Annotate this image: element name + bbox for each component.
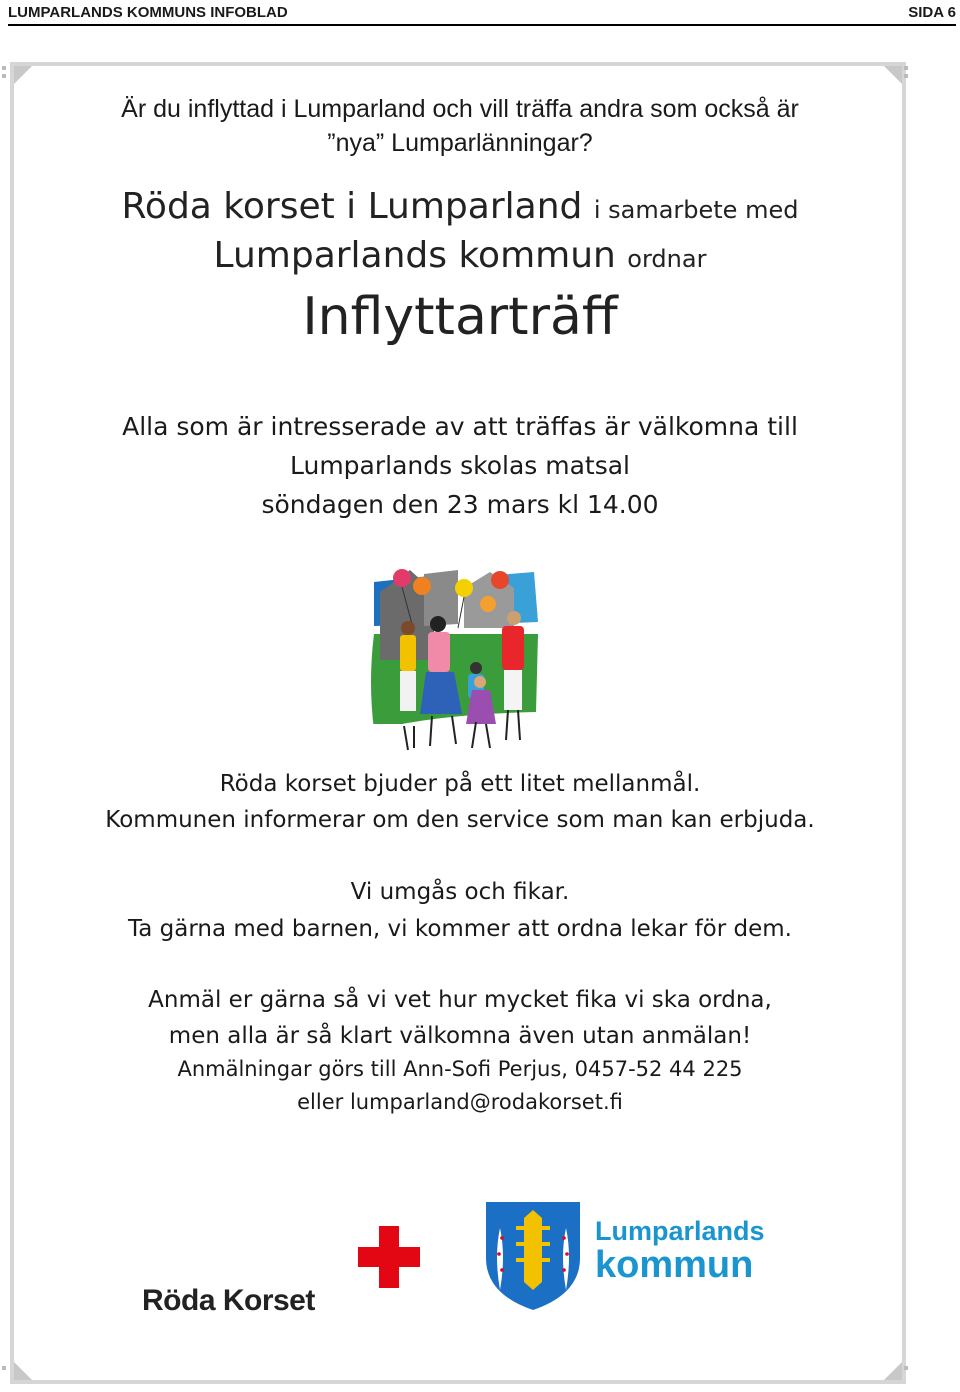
municipality-wordmark: Lumparlands kommun	[595, 1216, 765, 1286]
corner-ornament	[884, 1362, 902, 1380]
corner-ornament	[884, 66, 902, 84]
frame-dot	[904, 74, 908, 78]
event-title: Inflyttarträff	[302, 287, 618, 347]
municipality-coat-of-arms-icon	[484, 1198, 582, 1312]
corner-ornament	[14, 1362, 32, 1380]
refreshments-info: Röda korset bjuder på ett litet mellanmål. Kommunen informerar om den service som man kan erbjuda.	[105, 771, 815, 833]
frame-dot	[904, 66, 908, 70]
community-illustration	[368, 564, 540, 754]
red-cross-logo	[142, 1226, 422, 1326]
frame-dot	[2, 1366, 6, 1370]
corner-ornament	[14, 66, 32, 84]
event-date: söndagen den 23 mars kl 14.00	[261, 490, 659, 519]
frame-dot	[904, 1366, 908, 1370]
intro-question: Är du inflyttad i Lumparland och vill träffa andra som också är ”nya” Lumparlänningar?	[121, 95, 799, 157]
event-details: Alla som är intresserade av att träffas är välkomna till Lumparlands skolas matsal söndagen den 23 mars kl 14.00	[20, 407, 900, 524]
registration-request: Anmäl er gärna så vi vet hur mycket fika vi ska ordna, men alla är så klart välkomna även utan anmälan!	[148, 987, 772, 1049]
header-title: LUMPARLANDS KOMMUNS INFOBLAD	[8, 3, 288, 21]
contact-email: eller lumparland@rodakorset.fi	[297, 1090, 623, 1114]
frame-dot	[2, 66, 6, 70]
page-number: SIDA 6	[908, 3, 956, 21]
organizer-line: Röda korset i Lumparland i samarbete med Lumparlands kommun ordnar	[121, 186, 799, 276]
social-info: Vi umgås och fikar. Ta gärna med barnen, vi kommer att ordna lekar för dem.	[128, 879, 792, 942]
org-name-red-cross: Röda korset i Lumparland	[121, 186, 583, 227]
red-cross-icon	[358, 1226, 420, 1288]
registration-contact: Anmälningar görs till Ann-Sofi Perjus, 0457-52 44 225 eller lumparland@rodakorset.fi	[20, 1053, 900, 1119]
frame-dot	[2, 74, 6, 78]
org-name-municipality: Lumparlands kommun	[213, 235, 616, 276]
page-header	[8, 0, 956, 26]
red-cross-wordmark: Röda Korset	[142, 1284, 315, 1317]
